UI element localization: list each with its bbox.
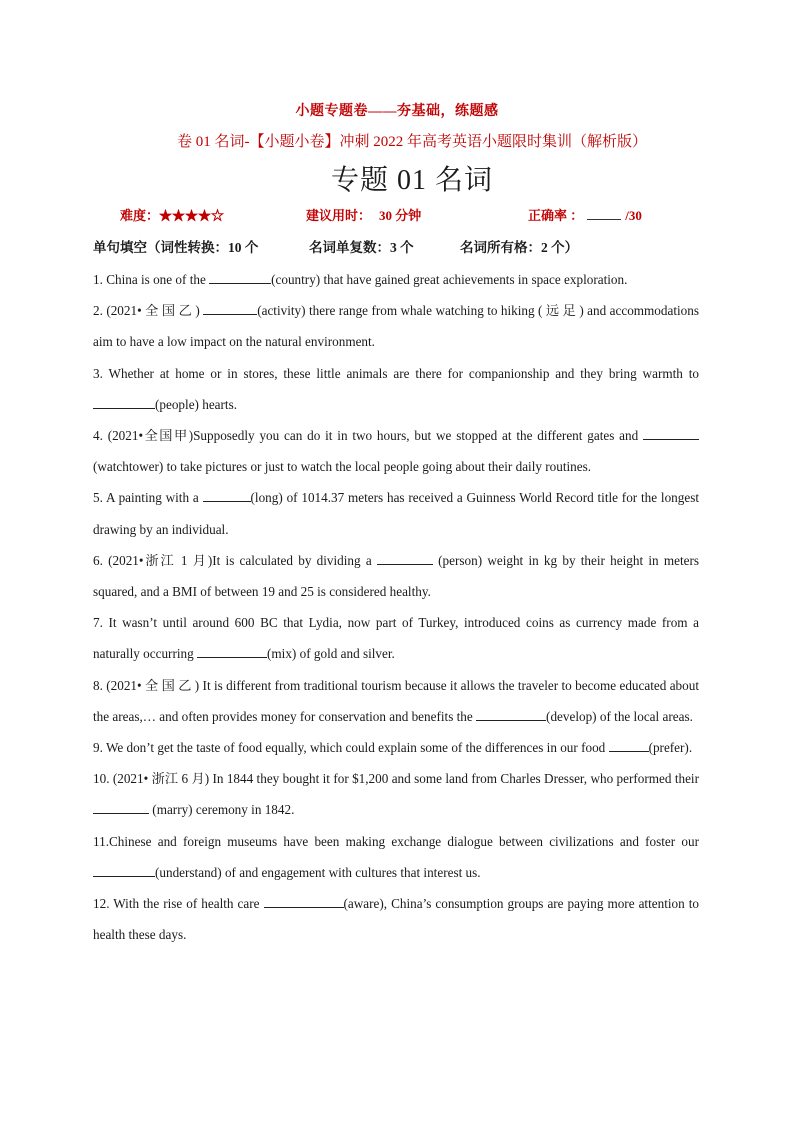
question-hint: (people) hearts. [155,396,238,412]
question-item [93,826,699,888]
category-part1: 单句填空（词性转换：10 个 [93,240,259,255]
question-hint: (mix) of gold and silver. [267,646,395,662]
answer-blank[interactable] [197,643,267,658]
question-text: 6. (2021•浙江 1 月)It is calculated by dividing a [93,552,377,568]
question-item [93,545,699,607]
accuracy-label: 正确率 ： [528,208,584,223]
answer-blank[interactable] [476,706,546,721]
answer-blank[interactable] [93,799,149,814]
answer-blank[interactable] [609,737,649,752]
question-item [93,358,699,420]
question-hint: (country) that have gained great achievements in space exploration. [271,272,628,287]
question-hint: (understand) of and engagement with cultures that interest us. [155,864,481,880]
question-item [93,482,699,544]
question-hint: (long) of 1014.37 meters has received a Guinness World Record title for the longest drawing by an individual. [93,490,700,537]
difficulty [120,205,224,224]
time-value: 30 分钟 [379,208,422,223]
answer-blank[interactable] [93,394,155,409]
accuracy [528,205,642,224]
question-text: 2. (2021• 全 国 乙 ) [93,303,204,319]
question-hint: (activity) there range from whale watching to hiking ( 远 足 ) and accommodations aim to have a low impact on the natural environment. [93,303,699,350]
accuracy-blank[interactable] [587,207,621,220]
question-item [93,420,699,482]
question-hint: (watchtower) to take pictures or just to watch the local people going about their daily routines. [93,459,592,475]
question-item [93,295,699,357]
question-text: 7. It wasn’t until around 600 BC that Lydia, now part of Turkey, introduced coins as currency made from a naturally occurring [93,615,699,662]
answer-blank[interactable] [209,269,271,284]
answer-blank[interactable] [643,425,699,440]
question-text: 4. (2021•全国甲)Supposedly you can do it in two hours, but we stopped at the different gates and [93,428,643,444]
category-part3: 名词所有格：2 个） [460,240,579,255]
category-part2: 名词单复数：3 个 [309,240,414,255]
question-text: 1. China is one of the [93,272,210,287]
question-text: 10. (2021• 浙江 6 月) In 1844 they bought it for $1,200 and some land from Charles Dresser, who performed their [93,771,699,787]
question-item [93,264,699,295]
question-hint: (person) weight in kg by their height in meters squared, and a BMI of between 19 and 25 is considered healthy. [93,552,699,600]
question-item [93,888,699,950]
question-text: 8. (2021• 全 国 乙 ) It is different from traditional tourism because it allows the traveler to become educated about the areas,… and often provides money for conservation and benefits the [93,677,699,724]
question-item [93,763,699,825]
time-label: 建议用时： [306,208,372,223]
question-text: 12. With the rise of health care [93,896,264,912]
question-text: 11.Chinese and foreign museums have been making exchange dialogue between civilizations and foster our [93,833,699,849]
question-hint: (develop) of the local areas. [546,708,693,724]
volume-title: 卷 01 名词-【小题小卷】冲刺 2022 年高考英语小题限时集训（解析版） [177,134,647,150]
answer-blank[interactable] [264,893,344,908]
question-text: 5. A painting with a [93,490,203,506]
difficulty-stars: ★★★★☆ [159,208,225,223]
answer-blank[interactable] [203,300,257,315]
accuracy-total: /30 [625,208,642,223]
question-hint: (aware), China’s consumption groups are paying more attention to health these days. [93,896,699,943]
question-hint: (marry) ceremony in 1842. [149,802,295,818]
question-item [93,670,699,732]
answer-blank[interactable] [203,487,251,502]
topic-title: 专题 01 名词 [330,165,493,196]
time [306,205,421,224]
question-item [93,732,699,763]
question-item [93,607,699,669]
question-text: 9. We don’t get the taste of food equally, which could explain some of the differences in our food [93,740,609,756]
question-hint: (prefer). [648,740,693,756]
answer-blank[interactable] [377,550,433,565]
question-list [93,264,699,950]
question-text: 3. Whether at home or in stores, these little animals are there for companionship and they bring warmth to [93,365,699,381]
series-title: 小题专题卷——夯基础，练题感 [295,104,499,119]
answer-blank[interactable] [93,862,155,877]
difficulty-label: 难度： [120,208,160,223]
